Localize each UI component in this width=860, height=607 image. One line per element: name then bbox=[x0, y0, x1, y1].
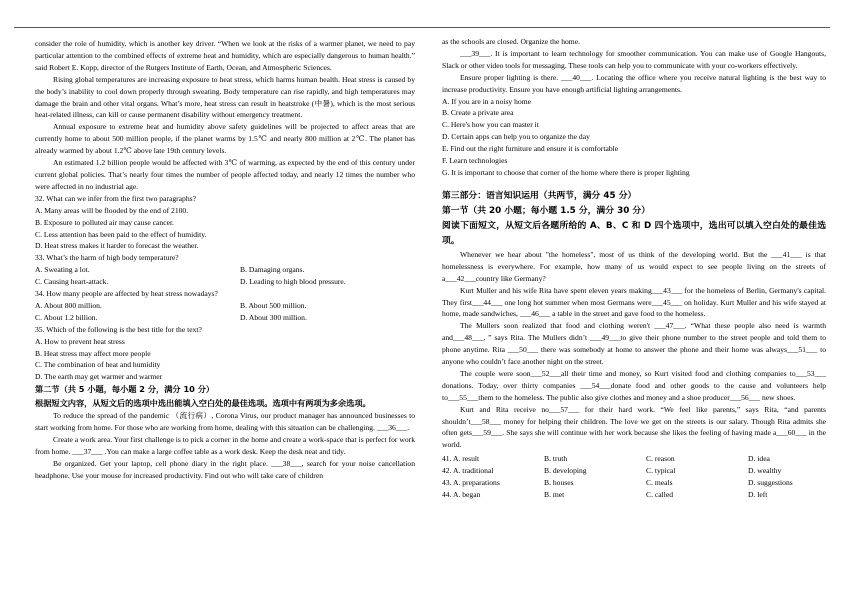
part-title: 第三部分：语言知识运用（共两节，满分 45 分） bbox=[442, 190, 637, 201]
option: D. Certain apps can help you to organize the day bbox=[442, 132, 590, 142]
answer-option: 44. A. began bbox=[442, 490, 481, 499]
answer-option: B. truth bbox=[544, 454, 568, 464]
paragraph: The couple were soon___52___all their time and money, so Kurt visited food and clothing companies to___53___ donations. Today, over thirty companies ___54___donate food and other goods to the cause and volunteers help to___55___them to the homeless. The public also give clothes and money and a shoe producer___56___ new shoes. bbox=[442, 368, 826, 402]
option: B. About 500 million. bbox=[240, 300, 307, 310]
option: F. Learn technologies bbox=[442, 156, 508, 166]
answer-option: D. idea bbox=[748, 454, 770, 464]
answer-option: B. houses bbox=[544, 478, 574, 488]
option: A. How to prevent heat stress bbox=[35, 336, 125, 346]
option: C. Less attention has been paid to the effect of humidity. bbox=[35, 229, 207, 239]
option: D. About 300 million. bbox=[240, 312, 307, 322]
answer-option: D. suggestions bbox=[748, 478, 793, 488]
option: C. The combination of heat and humidity bbox=[35, 360, 161, 370]
top-rule bbox=[14, 27, 830, 28]
answer-option: D. left bbox=[748, 490, 768, 499]
option: D. Heat stress makes it harder to forecast the weather. bbox=[35, 241, 199, 251]
section-instructions: 阅读下面短文，从短文后各题所给的 A、B、C 和 D 四个选项中，选出可以填入空白处的最佳选项。 bbox=[442, 220, 826, 246]
option: D. Leading to high blood pressure. bbox=[240, 277, 346, 287]
paragraph: consider the role of humidity, which is another key driver. “When we look at the risks of a warmer planet, we need to pay particular attention to the combined effects of extreme heat and humidity, which are especially dangerous to human health.” said Robert E. Kopp, director of the Rutgers Institute of Earth, Ocean, and Atmospheric Sciences. bbox=[35, 39, 415, 72]
paragraph: as the schools are closed. Organize the home. bbox=[442, 37, 580, 46]
question-33: 33. What’s the harm of high body temperature? bbox=[35, 253, 179, 263]
answer-option: 43. A. preparations bbox=[442, 478, 500, 488]
option: D. The earth may get warmer and warmer bbox=[35, 372, 163, 382]
option: B. Damaging organs. bbox=[240, 265, 305, 275]
paragraph: The Mullers soon realized that food and clothing weren't ___47___. “What these people also need is warmth and___48___, ” says Rita. The Mullers didn’t ___49___to give their phone number to the street people and told them to phone anytime. Rita ___50___ there was somebody at home to answer the phone and their home was always___51___ to anyone who couldn’t face another night on the street. bbox=[442, 321, 826, 367]
paragraph: Ensure proper lighting is there. ___40___. Locating the office where you receive natural lighting is the best way to increase productivity. Ensure you have enough artificial lighting arrangements. bbox=[442, 72, 826, 94]
paragraph: ___39___. It is important to learn technology for smoother communication. You can make use of Google Hangouts, Slack or other video tools for messaging. These tools can help you to communicate with your co-workers effectively. bbox=[442, 48, 826, 70]
answer-option: B. met bbox=[544, 490, 565, 499]
paragraph: Kurt and Rita receive no___57___ for their hard work. “We feel like parents,” says Rita, “and parents shouldn’t___58___ money for helping their children. The love we get on the streets is our salary. Though Rita admits she often gets___59___. She says she will continue with her work because she likes the feeling of having made a___60___ in the world. bbox=[442, 404, 826, 450]
paragraph: An estimated 1.2 billion people would be affected with 3℃ of warming, as expected by the end of this century under current global policies. That’s nearly four times the number of people affected today, and nearly 12 times the number who were affected in no industrial age. bbox=[35, 158, 415, 191]
option: C. About 1.2 billion. bbox=[35, 312, 98, 322]
option-row bbox=[35, 276, 415, 288]
paragraph: To reduce the spread of the pandemic （流行病）, Corona Virus, our product manager has announced businesses to start working from home. For those who are working from home, dealing with this situation can be challenging. ___36___. bbox=[35, 411, 415, 433]
option: B. Exposure to polluted air may cause cancer. bbox=[35, 217, 174, 227]
answer-option: C. meals bbox=[646, 478, 673, 488]
question-35: 35. Which of the following is the best title for the text? bbox=[35, 324, 202, 334]
option: A. If you are in a noisy home bbox=[442, 96, 531, 106]
option-row bbox=[35, 300, 415, 312]
paragraph: Annual exposure to extreme heat and humidity above safety guidelines will be projected to affect areas that are currently home to about 500 million people, if the planet warms by 1.5℃ and nearly 800 million at 2℃. The planet has already warmed by about 1.2℃ above late 19th century levels. bbox=[35, 122, 415, 156]
answer-option: C. reason bbox=[646, 454, 675, 464]
option: G. It is important to choose that corner of the home where there is proper lighting bbox=[442, 167, 690, 177]
question-32: 32. What can we infer from the first two paragraphs? bbox=[35, 193, 196, 203]
answer-option: D. wealthy bbox=[748, 466, 782, 476]
option-row bbox=[35, 264, 415, 276]
question-34: 34. How many people are affected by heat stress nowadays? bbox=[35, 289, 218, 299]
answer-option: C. called bbox=[646, 490, 673, 499]
answer-option: 41. A. result bbox=[442, 454, 480, 464]
section-title: 第一节（共 20 小题；每小题 1.5 分，满分 30 分） bbox=[442, 205, 650, 216]
option: C. Causing heart-attack. bbox=[35, 277, 109, 287]
right-column bbox=[442, 36, 826, 501]
option: B. Create a private area bbox=[442, 108, 514, 118]
answer-option: C. typical bbox=[646, 466, 676, 476]
option: C. Here's how you can master it bbox=[442, 120, 539, 130]
option: A. Many areas will be flooded by the end of 2100. bbox=[35, 205, 189, 215]
option: E. Find out the right furniture and ensure it is comfortable bbox=[442, 144, 619, 154]
paragraph: Create a work area. Your first challenge is to pick a corner in the home and create a work-space that is perfect for work from home. ___37___ .You can make a large coffee table as a work desk. Keep the desk neat and tidy. bbox=[35, 435, 415, 456]
section-instructions: 根据短文内容，从短文后的选项中选出能填入空白处的最佳选项。选项中有两项为多余选项。 bbox=[35, 397, 371, 408]
paragraph: Kurt Muller and his wife Rita have spent eleven years making___43___ for the homeless of Berlin, Germany's capital. They first___44___ one long hot summer when most Germans were___45___ on holiday. Kurt Muller and his wife stayed at home, made sandwiches, ___46___ a table in the street and gave food to the homeless. bbox=[442, 285, 826, 319]
paragraph: Rising global temperatures are increasing exposure to heat stress, which harms human health. Heat stress is caused by the body’s inability to cool down properly through sweating. Body temperature can rise rapidly, and high temperatures may damage the brain and other vital organs. What’s more, heat stress can result in heatstroke (中暑), which is the most serious heat-related illness, can kill or cause permanent disability without emergency treatment. bbox=[35, 74, 415, 120]
option-row bbox=[35, 312, 415, 324]
paragraph: Be organized. Get your laptop, cell phone diary in the right place. ___38___, search for your noise cancellation headphone. Use your mouse for increased productivity. Find out who will take care of children bbox=[35, 458, 415, 480]
answer-option: 42. A. traditional bbox=[442, 466, 494, 476]
option: B. Heat stress may affect more people bbox=[35, 348, 151, 358]
option: A. Sweating a lot. bbox=[35, 265, 90, 275]
option: A. About 800 million. bbox=[35, 300, 102, 310]
left-column bbox=[35, 38, 415, 482]
section-title: 第二节（共 5 小题，每小题 2 分，满分 10 分） bbox=[35, 384, 215, 395]
answer-option: B. developing bbox=[544, 466, 587, 476]
answer-options-grid bbox=[442, 453, 826, 501]
paragraph: Whenever we hear about "the homeless", most of us think of the developing world. But the ___41___ is that homelessness is everywhere. For example, how many of us would expect to see people living on the streets of a___42___country like Germany? bbox=[442, 249, 826, 283]
